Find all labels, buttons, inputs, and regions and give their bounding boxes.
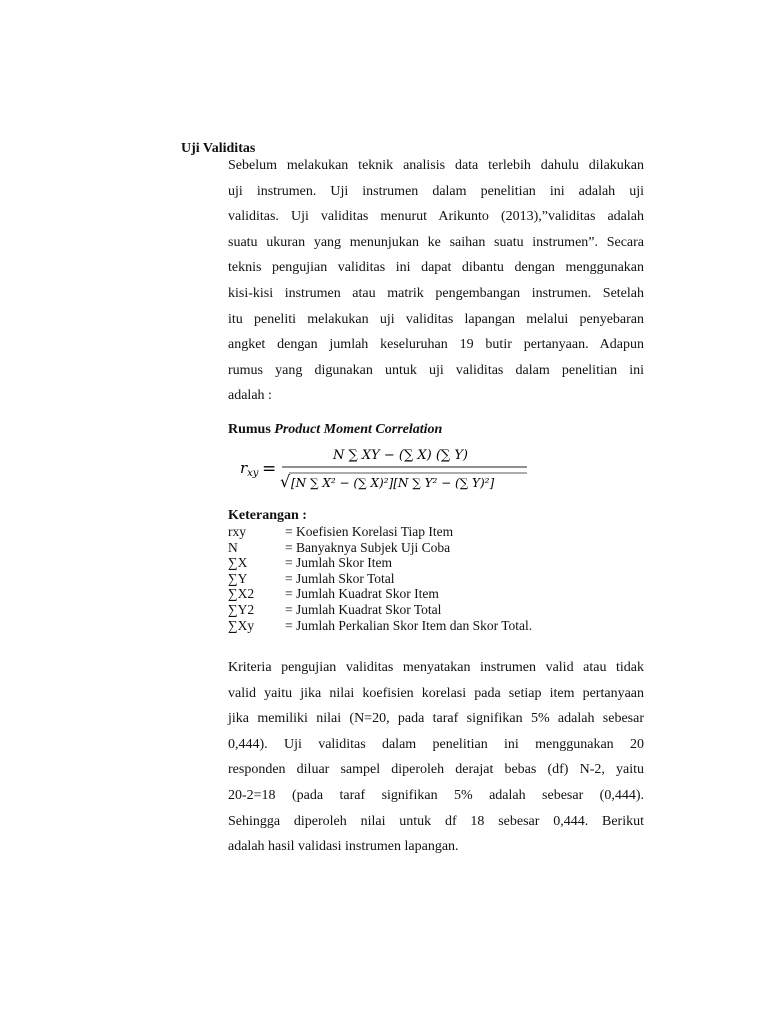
symbol-label: ∑Xy [228, 617, 255, 633]
symbol-description: = Jumlah Kuadrat Skor Item [285, 586, 439, 602]
formula-lhs-subscript: xy [247, 468, 259, 479]
list-item [228, 524, 532, 540]
criteria-paragraph [228, 655, 644, 860]
paragraph-line: jika memiliki nilai (N=20, pada taraf signifikan 5% adalah sebesar [228, 711, 644, 727]
paragraph-line: kisi-kisi instrumen atau matrik pengembangan instrumen. Setelah [228, 285, 644, 301]
paragraph-line: suatu ukuran yang menunjukan ke saihan suatu instrumen”. Secara [228, 234, 644, 250]
symbol-label: ∑Y [228, 570, 248, 586]
paragraph-line: responden diluar sampel diperoleh derajat bebas (df) N-2, yaitu [228, 762, 644, 778]
symbol-description: = Jumlah Kuadrat Skor Total [285, 601, 442, 617]
correlation-formula [240, 443, 540, 493]
symbol-label: ∑X [228, 555, 248, 571]
paragraph-line: valid yaitu jika nilai koefisien korelasi pada setiap item pertanyaan [228, 685, 644, 701]
formula-title [228, 421, 442, 439]
symbol-label: N [228, 539, 238, 555]
paragraph-line: 0,444). Uji validitas dalam penelitian ini menggunakan 20 [228, 736, 644, 752]
symbol-description: = Jumlah Skor Item [285, 555, 392, 571]
paragraph-line: validitas. Uji validitas menurut Arikunto (2013),”validitas adalah [228, 209, 644, 225]
list-item [228, 618, 532, 634]
symbol-label: rxy [228, 524, 246, 539]
formula-numerator: N ∑ XY − (∑ X) (∑ Y) [333, 448, 468, 463]
symbol-description: = Koefisien Korelasi Tiap Item [285, 524, 454, 539]
paragraph-line: adalah : [228, 388, 272, 404]
intro-paragraph [228, 153, 644, 409]
list-item [228, 555, 532, 571]
formula-title-italic: Product Moment Correlation [274, 422, 443, 437]
symbol-description: = Banyaknya Subjek Uji Coba [285, 539, 451, 555]
list-item [228, 571, 532, 587]
sqrt-sign: √ [280, 472, 291, 491]
keterangan-title: Keterangan : [228, 508, 307, 523]
list-item [228, 602, 532, 618]
symbol-description: = Jumlah Perkalian Skor Item dan Skor Total. [285, 617, 533, 633]
paragraph-line: itu peneliti melakukan uji validitas lapangan melalui penyebaran [228, 311, 644, 327]
symbol-label: ∑Y2 [228, 601, 255, 617]
symbol-label: ∑X2 [228, 586, 255, 602]
symbol-description: = Jumlah Skor Total [285, 570, 395, 586]
paragraph-line: Sebelum melakukan teknik analisis data terlebih dahulu dilakukan [228, 158, 644, 173]
section-heading: Uji Validitas [181, 141, 256, 156]
formula-denominator: [N ∑ X² − (∑ X)²][N ∑ Y² − (∑ Y)²] [291, 476, 495, 490]
paragraph-line: adalah hasil validasi instrumen lapangan. [228, 839, 459, 855]
paragraph-line: Sehingga diperoleh nilai untuk df 18 sebesar 0,444. Berikut [228, 813, 644, 829]
paragraph-line: teknis pengujian validitas ini dapat dibantu dengan menggunakan [228, 260, 644, 276]
formula-title-bold: Rumus [228, 422, 275, 437]
formula-lhs: $r_{xy}$ [240, 459, 259, 479]
paragraph-line: angket dengan jumlah keseluruhan 19 butir pertanyaan. Adapun [228, 337, 644, 353]
keterangan-list [228, 524, 532, 633]
paragraph-line: Kriteria pengujian validitas menyatakan instrumen valid atau tidak [228, 660, 644, 675]
paragraph-line: rumus yang digunakan untuk uji validitas dalam penelitian ini [228, 362, 644, 378]
formula-equals: = [262, 459, 277, 479]
paragraph-line: 20-2=18 (pada taraf signifikan 5% adalah sebesar (0,444). [228, 787, 644, 803]
list-item [228, 586, 532, 602]
paragraph-line: uji instrumen. Uji instrumen dalam penelitian ini adalah uji [228, 183, 644, 199]
list-item [228, 540, 532, 556]
